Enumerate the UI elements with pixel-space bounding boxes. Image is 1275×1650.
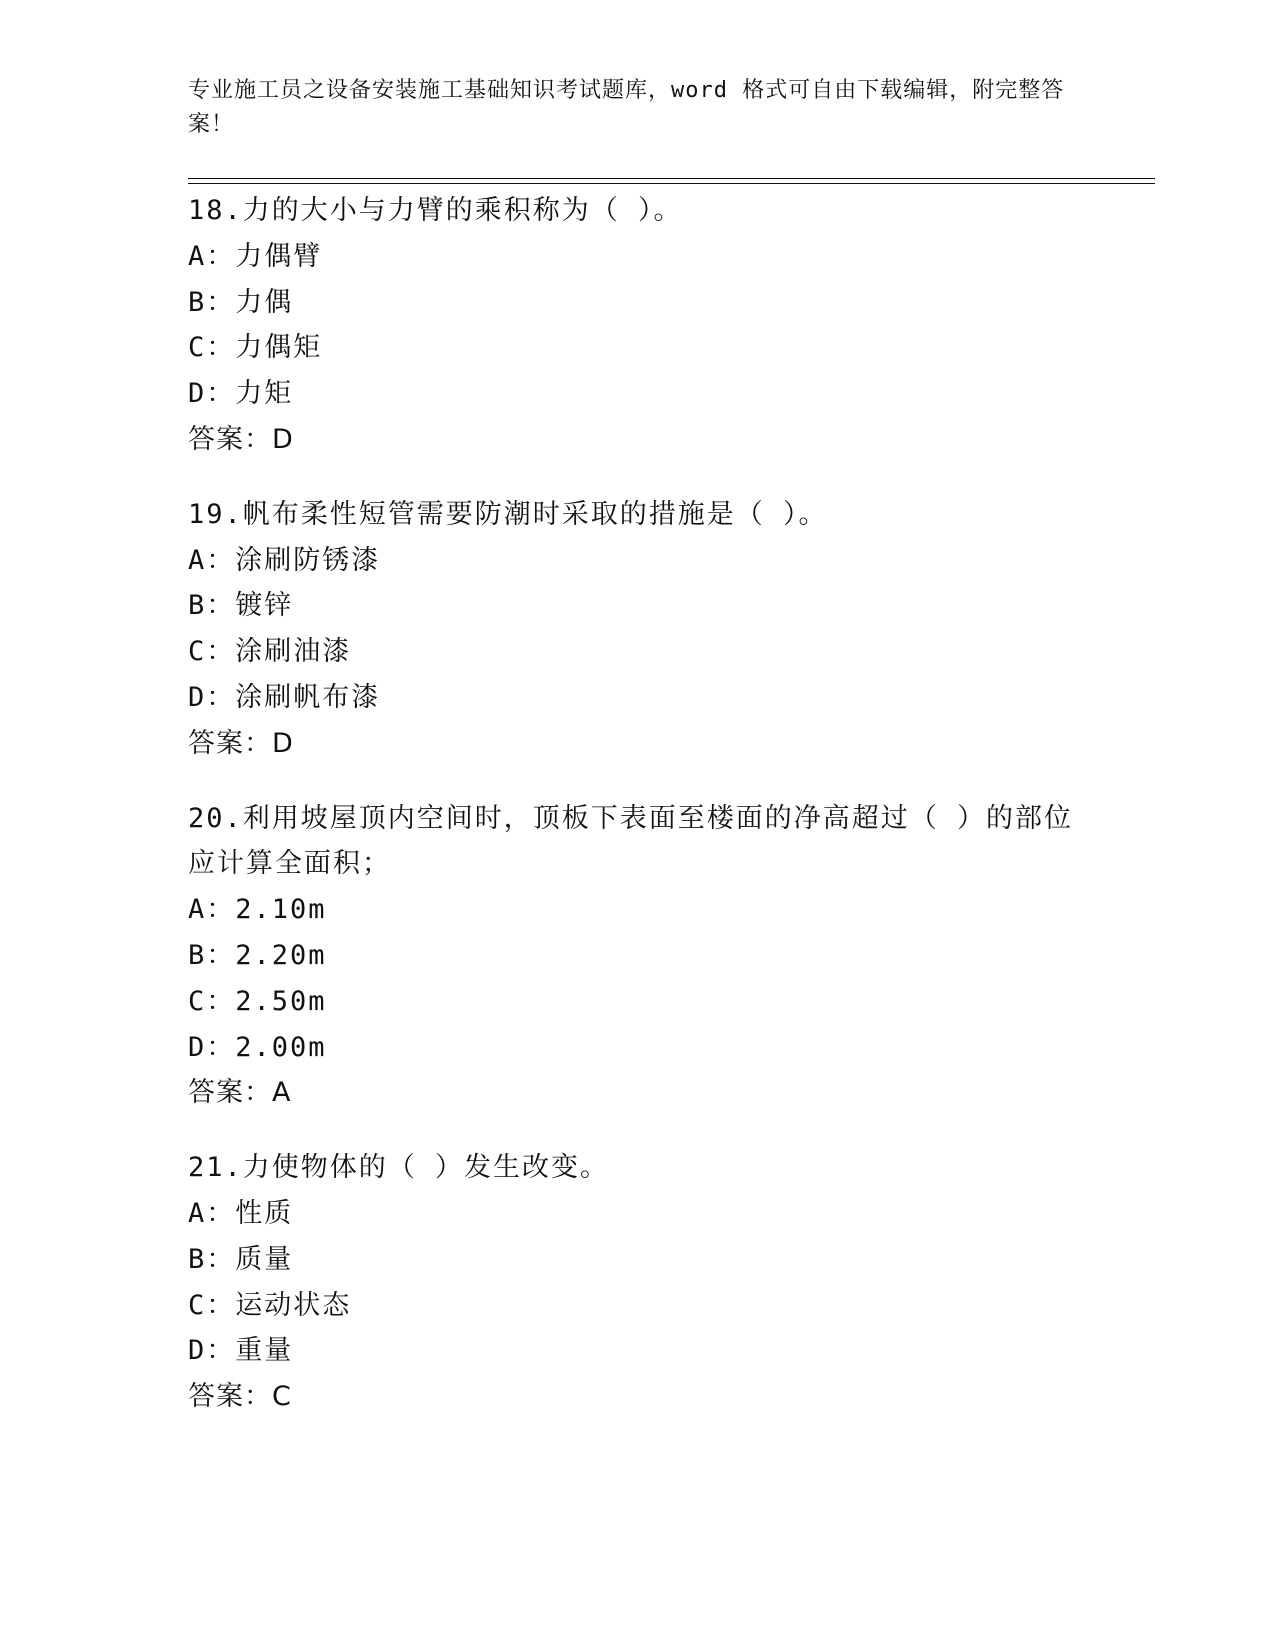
option-c: C：力偶矩 xyxy=(188,332,323,364)
option-a: A：性质 xyxy=(188,1197,294,1229)
answer: 答案：D xyxy=(188,727,294,759)
question-18 xyxy=(188,188,1088,463)
answer: 答案：C xyxy=(188,1381,292,1413)
question-20 xyxy=(188,796,1088,1117)
question-stem: 20.利用坡屋顶内空间时，顶板下表面至楼面的净高超过（ ）的部位应计算全面积； xyxy=(188,802,1074,880)
document-header: 专业施工员之设备安装施工基础知识考试题库，word 格式可自由下载编辑，附完整答案！ xyxy=(188,78,1065,137)
question-stem: 21.力使物体的（ ）发生改变。 xyxy=(188,1152,610,1184)
header-divider-top xyxy=(188,178,1155,179)
option-b: B：力偶 xyxy=(188,286,294,318)
option-a: A：2.10m xyxy=(188,894,327,926)
answer: 答案：A xyxy=(188,1077,292,1109)
option-a: A：涂刷防锈漆 xyxy=(188,544,381,576)
option-a: A：力偶臂 xyxy=(188,240,323,272)
option-d: D：涂刷帆布漆 xyxy=(188,681,381,713)
option-d: D：重量 xyxy=(188,1335,294,1367)
option-d: D：力矩 xyxy=(188,378,294,410)
question-19 xyxy=(188,492,1088,767)
option-c: C：运动状态 xyxy=(188,1289,352,1321)
question-stem: 18.力的大小与力臂的乘积称为（ ）。 xyxy=(188,195,683,226)
option-b: B：质量 xyxy=(188,1243,294,1275)
option-c: C：2.50m xyxy=(188,985,327,1017)
question-list xyxy=(188,188,1088,1449)
option-b: B：镀锌 xyxy=(188,590,294,622)
question-21 xyxy=(188,1145,1088,1420)
header-divider-bottom xyxy=(188,183,1155,184)
option-c: C：涂刷油漆 xyxy=(188,636,352,668)
option-b: B：2.20m xyxy=(188,939,327,971)
question-stem: 19.帆布柔性短管需要防潮时采取的措施是（ ）。 xyxy=(188,498,828,530)
answer: 答案：D xyxy=(188,423,294,455)
option-d: D：2.00m xyxy=(188,1031,327,1063)
